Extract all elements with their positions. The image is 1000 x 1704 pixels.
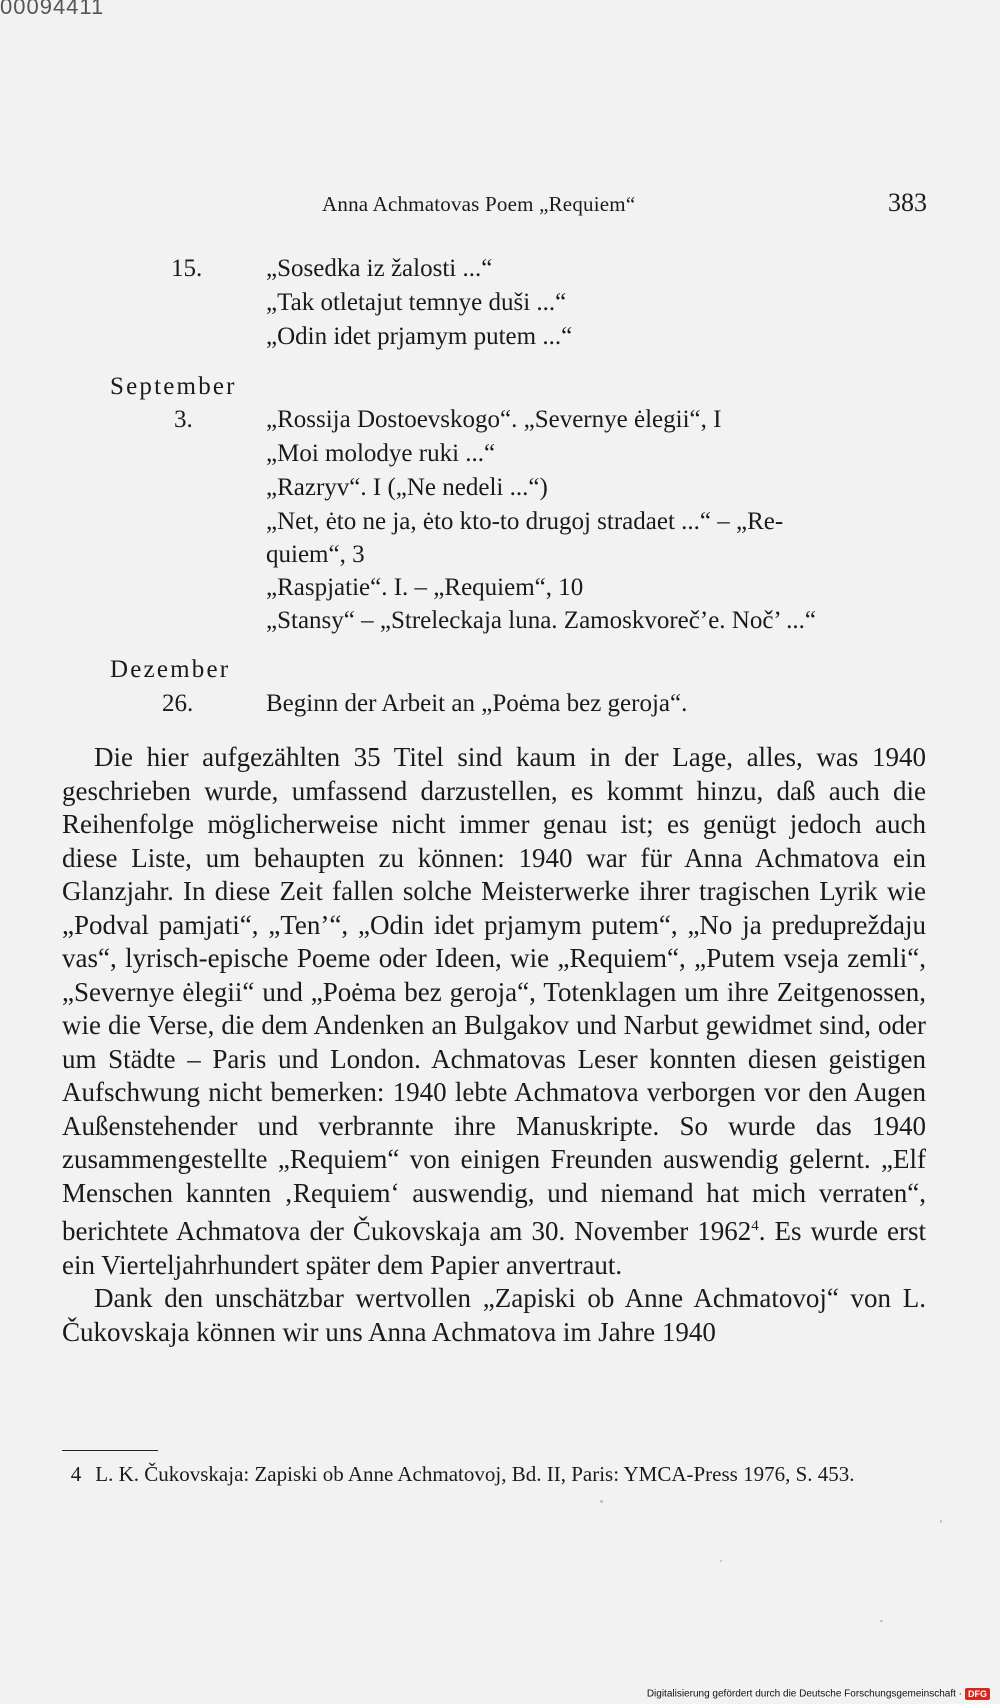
scan-speck: [940, 1520, 942, 1523]
page-number: 383: [888, 188, 927, 217]
body-text: [62, 741, 926, 1349]
paragraph: [62, 741, 926, 1282]
scan-speck: [600, 1500, 603, 1503]
entry-number: 15.: [171, 255, 203, 282]
entry-line: „Net, ėto ne ja, ėto kto-to drugoj stradaet ...“ – „Re-: [266, 508, 784, 535]
entry-line: „Rossija Dostoevskogo“. „Severnye ėlegii“, I: [266, 406, 722, 433]
scan-speck: [720, 1560, 722, 1562]
footnote-text: L. K. Čukovskaja: Zapiski ob Anne Achmatovoj, Bd. II, Paris: YMCA-Press 1976, S. 453.: [95, 1462, 855, 1486]
entry-line: „Stansy“ – „Streleckaja luna. Zamoskvoreč’e. Noč’ ...“: [266, 607, 816, 634]
month-heading: Dezember: [110, 656, 231, 683]
paragraph-text: Dank den unschätzbar wertvollen „Zapiski ob Anne Achmatovoj“ von L. Čukovskaja können wir uns Anna Achmatova im Jahre 1940: [62, 1283, 926, 1347]
digitization-credit: [647, 1688, 990, 1700]
entry-line: „Moi molodye ruki ...“: [266, 440, 496, 467]
running-head: [0, 188, 1000, 224]
entry-number: 3.: [174, 406, 193, 433]
credit-text: Digitalisierung gefördert durch die Deutsche Forschungsgemeinschaft ·: [646, 1688, 962, 1700]
footnote-reference: 4: [751, 1218, 759, 1234]
scan-identifier: 00094411: [0, 0, 105, 19]
footnote-mark: 4: [70, 1462, 82, 1486]
entry-line: „Tak otletajut temnye duši ...“: [266, 289, 567, 316]
running-title: Anna Achmatovas Poem „Requiem“: [322, 192, 636, 216]
entry-line: „Razryv“. I („Ne nedeli ...“): [266, 474, 548, 501]
paragraph: [62, 1282, 926, 1349]
entry-line: „Sosedka iz žalosti ...“: [266, 255, 493, 282]
dfg-logo: DFG: [965, 1688, 990, 1700]
entry-number: 26.: [162, 690, 194, 717]
entry-line: „Odin idet prjamym putem ...“: [266, 323, 573, 350]
entry-line: quiem“, 3: [266, 541, 365, 568]
footnote-rule: [62, 1450, 158, 1451]
entry-line: Beginn der Arbeit an „Poėma bez geroja“.: [266, 690, 688, 717]
paragraph-text: . Es wurde erst ein Vierteljahrhundert später dem Papier anvertraut.: [62, 1216, 926, 1280]
paragraph-text: Die hier aufgezählten 35 Titel sind kaum in der Lage, alles, was 1940 geschrieben wurde, umfassend darzustellen, es kommt hinzu, daß auch die Reihenfolge möglicherweise nicht immer genau ist; es genügt jedoch auch diese Liste, um behaupten zu können: 1940 war für Anna Achmatova ein Glanzjahr. In diese Zeit fallen solche Meisterwerke ihrer tragischen Lyrik wie „Podval pamjati“, „Ten’“, „Odin idet prjamym putem“, „No ja predupreždaju vas“, lyrisch-epische Poeme oder Ideen, wie „Requiem“, „Putem vseja zemli“, „Severnye ėlegii“ und „Poėma bez geroja“, Totenklagen um ihre Zeitgenossen, wie die Verse, die dem Andenken an Bulgakov und Narbut gewidmet sind, oder um Städte – Paris und London. Achmatovas Leser konnten diesen geistigen Aufschwung nicht bemerken: 1940 lebte Achmatova verborgen vor den Augen Außenstehender und verbrannte ihre Manuskripte. So wurde das 1940 zusammengestellte „Requiem“ von einigen Freunden auswendig gelernt. „Elf Menschen kannten ‚Requiem‘ auswendig, und niemand hat mich verraten“, berichtete Achmatova der Čukovskaja am 30. November 1962: [62, 742, 926, 1246]
entry-line: „Raspjatie“. I. – „Requiem“, 10: [266, 574, 584, 601]
scan-speck: [880, 1620, 883, 1622]
month-heading: September: [110, 373, 237, 400]
footnote: [62, 1459, 928, 1490]
